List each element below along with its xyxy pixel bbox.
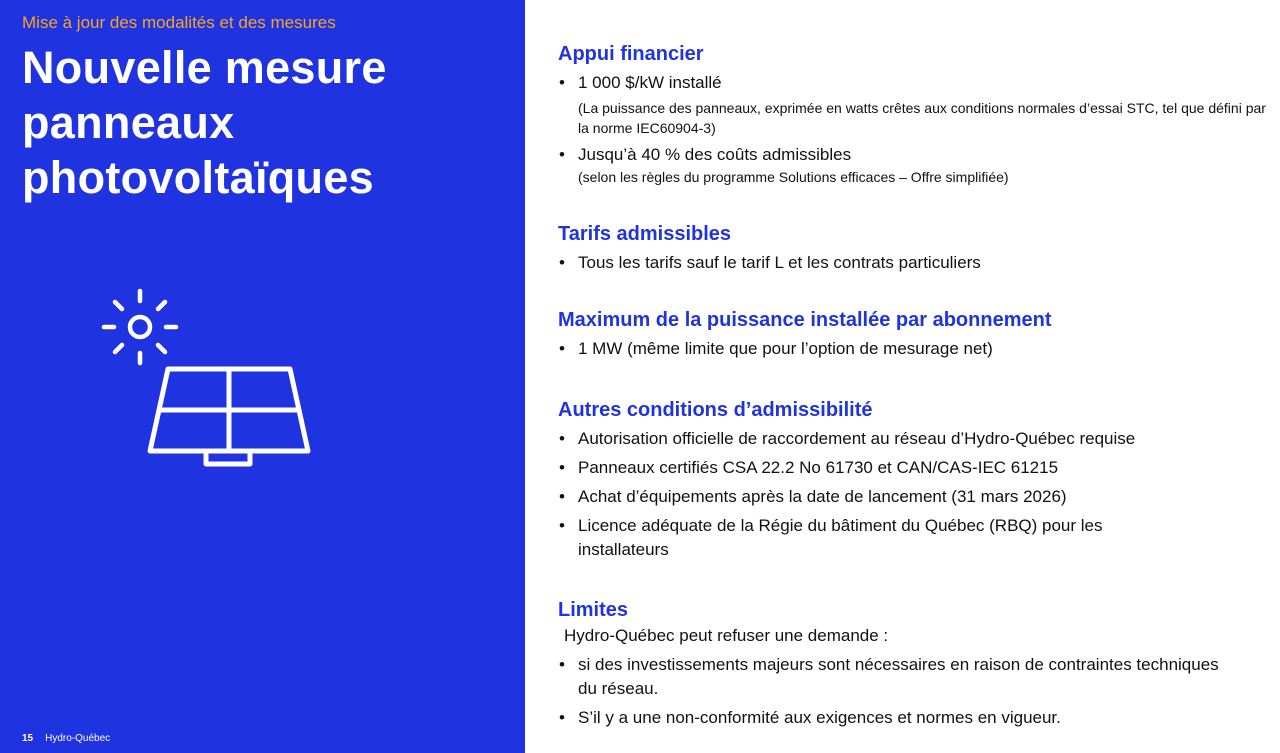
section-autres-conditions	[558, 398, 1274, 562]
section-tarifs-admissibles	[558, 222, 1274, 275]
section-appui-financier	[558, 42, 1274, 187]
section-maximum-puissance	[558, 308, 1274, 361]
list-item-text: • 1 000 $/kW installé	[578, 73, 722, 92]
bullet-list	[558, 427, 1274, 562]
section-heading: Tarifs admissibles	[558, 223, 732, 245]
solar-panel-icon	[150, 369, 308, 464]
left-panel	[0, 0, 525, 753]
list-item-text: • Jusqu’à 40 % des coûts admissibles	[578, 145, 852, 164]
page-number: 15	[22, 733, 34, 744]
bullet-list	[558, 71, 1274, 187]
sun-icon	[104, 291, 176, 363]
section-heading: Limites	[558, 599, 629, 621]
list-item: • Licence adéquate de la Régie du bâtiment du Québec (RBQ) pour les installateurs	[558, 514, 1274, 562]
list-item: • Tous les tarifs sauf le tarif L et les contrats particuliers	[558, 251, 1274, 275]
footer-brand: Hydro-Québec	[45, 733, 111, 744]
section-heading: Maximum de la puissance installée par abonnement	[558, 309, 1052, 331]
section-heading: Autres conditions d’admissibilité	[558, 399, 873, 421]
bullet-list	[558, 337, 1274, 361]
supertitle: Mise à jour des modalités et des mesures	[22, 13, 336, 32]
bullet-list	[558, 653, 1274, 730]
bullet-list	[558, 251, 1274, 275]
list-item: • Panneaux certifiés CSA 22.2 No 61730 et CAN/CAS-IEC 61215	[558, 456, 1274, 480]
section-limites	[558, 598, 1274, 730]
section-intro: Hydro-Québec peut refuser une demande :	[564, 626, 889, 645]
list-item: • Achat d’équipements après la date de lancement (31 mars 2026)	[558, 485, 1274, 509]
solar-illustration	[100, 285, 320, 475]
list-item-note: (La puissance des panneaux, exprimée en watts crêtes aux conditions normales d’essai STC, tel que défini par la norme IEC60904-3)	[578, 100, 1266, 136]
list-item	[558, 143, 1274, 187]
section-heading: Appui financier	[558, 43, 704, 65]
list-item: • 1 MW (même limite que pour l’option de mesurage net)	[558, 337, 1274, 361]
list-item: • Autorisation officielle de raccordement au réseau d’Hydro-Québec requise	[558, 427, 1274, 451]
list-item: • S’il y a une non-conformité aux exigences et normes en vigueur.	[558, 706, 1274, 730]
list-item: • si des investissements majeurs sont nécessaires en raison de contraintes techniques du réseau.	[558, 653, 1274, 701]
footer	[22, 733, 110, 744]
page-title: Nouvelle mesure panneaux photovoltaïques	[22, 42, 387, 203]
content-panel	[558, 0, 1274, 753]
list-item-note: (selon les règles du programme Solutions efficaces – Offre simplifiée)	[578, 169, 1009, 185]
list-item	[558, 71, 1274, 138]
